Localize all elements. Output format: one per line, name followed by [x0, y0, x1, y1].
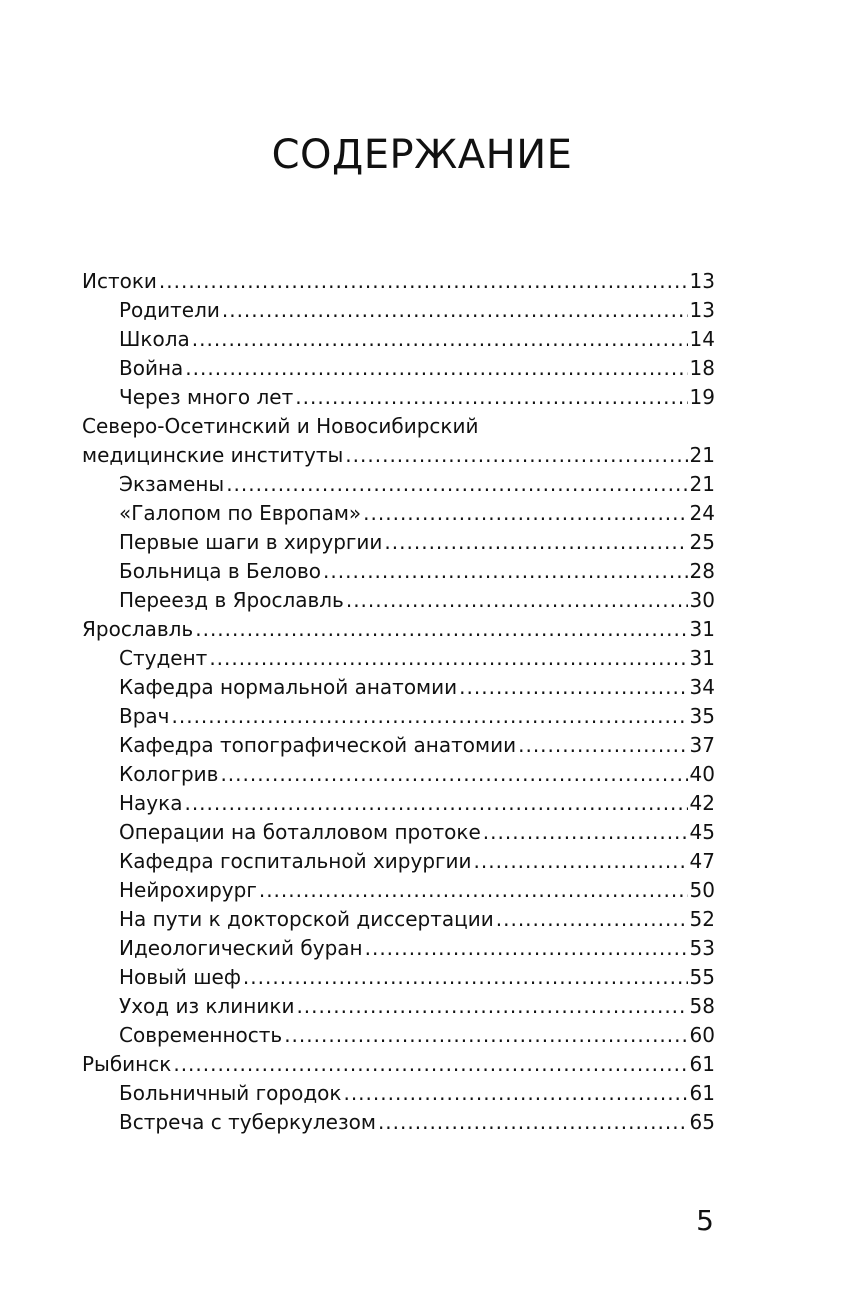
toc-leader-dots	[284, 1021, 687, 1050]
toc-entry[interactable]	[82, 818, 715, 847]
toc-entry[interactable]	[82, 499, 715, 528]
toc-entry-label: Кологрив	[119, 762, 219, 786]
toc-leader-dots	[378, 1108, 688, 1137]
toc-entry-label: Больница в Белово	[119, 559, 322, 583]
toc-entry-label: Врач	[119, 704, 170, 728]
toc-leader-dots	[195, 615, 687, 644]
toc-entry-label: Переезд в Ярославль	[119, 588, 344, 612]
toc-leader-dots	[159, 267, 688, 296]
toc-entry[interactable]	[82, 934, 715, 963]
toc-entry-page: 50	[689, 878, 715, 902]
toc-leader-dots	[184, 789, 687, 818]
toc-entry-page: 28	[689, 559, 715, 583]
toc-entry-label: Война	[119, 356, 184, 380]
toc-leader-dots	[173, 1050, 687, 1079]
toc-entry[interactable]	[82, 267, 715, 296]
toc-entry-label: Современность	[119, 1023, 283, 1047]
toc-entry-page: 31	[689, 646, 715, 670]
toc-leader-dots	[343, 1079, 687, 1108]
toc-entry-page: 34	[689, 675, 715, 699]
toc-entry-label: Ярославль	[82, 617, 194, 641]
toc-entry-page: 24	[689, 501, 715, 525]
toc-entry-page: 52	[689, 907, 715, 931]
toc-entry[interactable]	[82, 1108, 715, 1137]
toc-entry-page: 55	[689, 965, 715, 989]
toc-entry-page: 21	[689, 472, 715, 496]
toc-leader-dots	[384, 528, 687, 557]
toc-entry-page: 47	[689, 849, 715, 873]
toc-entry-page: 60	[689, 1023, 715, 1047]
toc-entry-page: 18	[689, 356, 715, 380]
toc-leader-dots	[296, 992, 687, 1021]
toc-leader-dots	[483, 818, 688, 847]
toc-entry[interactable]	[82, 731, 715, 760]
toc-entry-label: На пути к докторской диссертации	[119, 907, 494, 931]
toc-entry-page: 61	[689, 1081, 715, 1105]
toc-leader-dots	[323, 557, 688, 586]
toc-entry[interactable]	[82, 383, 715, 412]
toc-leader-dots	[365, 934, 688, 963]
toc-entry-page: 65	[689, 1110, 715, 1134]
toc-entry-label: Первые шаги в хирургии	[119, 530, 383, 554]
toc-entry[interactable]	[82, 557, 715, 586]
toc-entry-label: Кафедра госпитальной хирургии	[119, 849, 472, 873]
toc-entry[interactable]	[82, 586, 715, 615]
toc-entry[interactable]	[82, 673, 715, 702]
toc-entry-label: медицинские институты	[82, 443, 344, 467]
toc-leader-dots	[222, 296, 688, 325]
toc-entry[interactable]	[82, 702, 715, 731]
toc-entry-page: 53	[689, 936, 715, 960]
toc-leader-dots	[363, 499, 687, 528]
toc-entry[interactable]	[82, 876, 715, 905]
toc-entry[interactable]	[82, 470, 715, 499]
toc-entry-label: Школа	[119, 327, 190, 351]
toc-entry[interactable]	[82, 1021, 715, 1050]
toc-entry-label: «Галопом по Европам»	[119, 501, 362, 525]
toc-leader-dots	[496, 905, 688, 934]
toc-entry-page: 61	[689, 1052, 715, 1076]
toc-entry[interactable]	[82, 615, 715, 644]
toc-entry-label: Кафедра нормальной анатомии	[119, 675, 458, 699]
toc-entry-page: 30	[689, 588, 715, 612]
toc-leader-dots	[459, 673, 687, 702]
toc-entry-page: 40	[689, 762, 715, 786]
toc-entry-label: Северо-Осетинский и Новосибирский	[82, 414, 479, 438]
toc-entry-label: Наука	[119, 791, 183, 815]
toc-entry-label: Кафедра топографической анатомии	[119, 733, 517, 757]
toc-entry-label: Рыбинск	[82, 1052, 172, 1076]
toc-leader-dots	[474, 847, 688, 876]
toc-entry[interactable]	[82, 441, 715, 470]
toc-entry-label: Родители	[119, 298, 220, 322]
toc-entry[interactable]	[82, 1079, 715, 1108]
toc-entry-page: 37	[689, 733, 715, 757]
toc-entry-label: Уход из клиники	[119, 994, 295, 1018]
toc-entry-label: Экзамены	[119, 472, 225, 496]
toc-entry-page: 19	[689, 385, 715, 409]
toc-entry[interactable]	[82, 644, 715, 673]
toc-leader-dots	[345, 441, 687, 470]
toc-entry-label: Нейрохирург	[119, 878, 257, 902]
toc-entry-page: 14	[689, 327, 715, 351]
toc-entry[interactable]	[82, 354, 715, 383]
toc-leader-dots	[226, 470, 687, 499]
toc-entry[interactable]	[82, 412, 715, 441]
toc-leader-dots	[220, 760, 687, 789]
toc-entry-page: 13	[689, 269, 715, 293]
toc-leader-dots	[346, 586, 688, 615]
toc-entry-label: Истоки	[82, 269, 157, 293]
toc-leader-dots	[185, 354, 687, 383]
toc-leader-dots	[192, 325, 688, 354]
toc-entry-label: Идеологический буран	[119, 936, 363, 960]
toc-leader-dots	[259, 876, 688, 905]
table-of-contents	[82, 267, 715, 1137]
toc-leader-dots	[209, 644, 687, 673]
toc-entry-label: Студент	[119, 646, 208, 670]
toc-entry[interactable]	[82, 992, 715, 1021]
toc-entry[interactable]	[82, 963, 715, 992]
toc-entry-page: 58	[689, 994, 715, 1018]
toc-entry[interactable]	[82, 760, 715, 789]
toc-entry[interactable]	[82, 528, 715, 557]
toc-entry-page: 42	[689, 791, 715, 815]
toc-entry-page: 25	[689, 530, 715, 554]
toc-entry-label: Больничный городок	[119, 1081, 342, 1105]
toc-entry-page: 45	[689, 820, 715, 844]
toc-leader-dots	[172, 702, 688, 731]
toc-entry-label: Через много лет	[119, 385, 294, 409]
toc-entry-label: Встреча с туберкулезом	[119, 1110, 376, 1134]
toc-leader-dots	[295, 383, 687, 412]
toc-entry[interactable]	[82, 847, 715, 876]
toc-entry-label: Новый шеф	[119, 965, 241, 989]
toc-entry-label: Операции на боталловом протоке	[119, 820, 481, 844]
toc-entry[interactable]	[82, 296, 715, 325]
toc-entry[interactable]	[82, 325, 715, 354]
toc-leader-dots	[518, 731, 687, 760]
page-number: 5	[696, 1204, 714, 1237]
toc-entry[interactable]	[82, 789, 715, 818]
toc-entry-page: 31	[689, 617, 715, 641]
page-title: СОДЕРЖАНИЕ	[271, 132, 573, 178]
toc-entry[interactable]	[82, 1050, 715, 1079]
toc-entry-page: 35	[689, 704, 715, 728]
toc-entry[interactable]	[82, 905, 715, 934]
toc-leader-dots	[243, 963, 688, 992]
toc-entry-page: 13	[689, 298, 715, 322]
toc-entry-page: 21	[689, 443, 715, 467]
